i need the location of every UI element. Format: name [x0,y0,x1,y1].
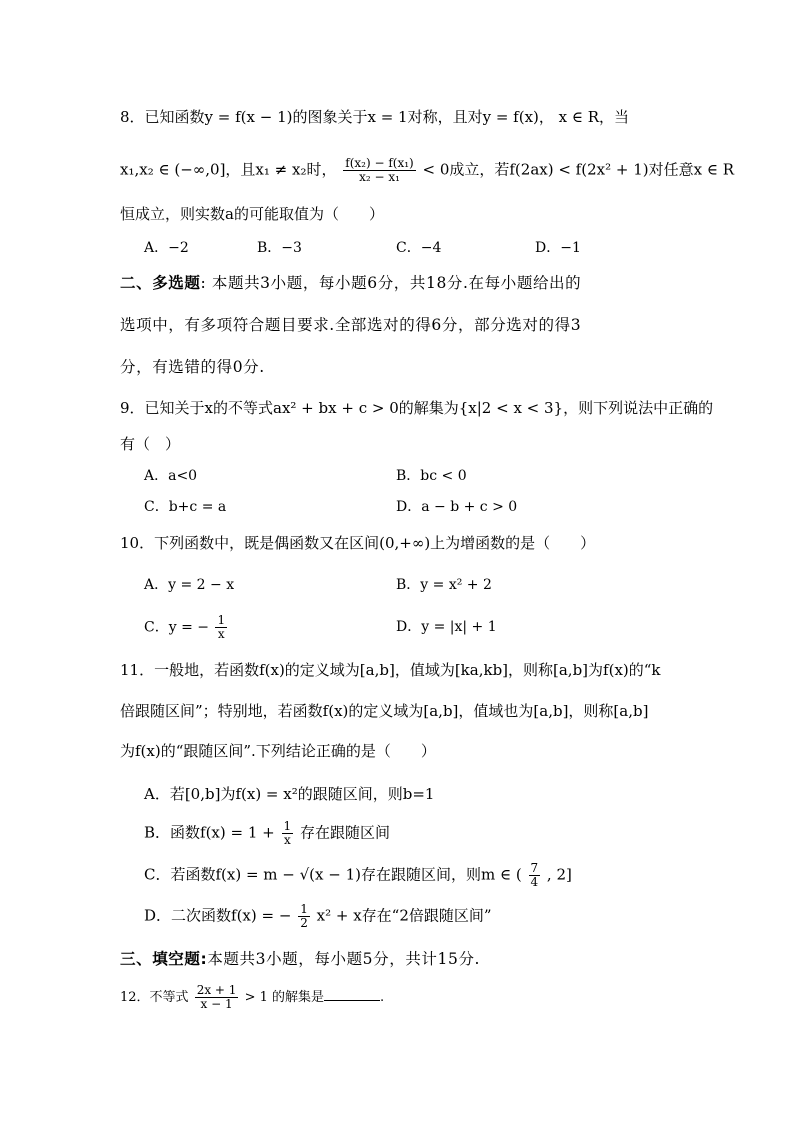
q11-c-den: 4 [530,875,539,889]
q11-option-a: A．若[0,b]为f(x) = x²的跟随区间，则b=1 [144,785,435,803]
q9-option-d: D．a − b + c > 0 [396,499,518,515]
q11-b-num: 1 [283,819,292,833]
q8-line3: 恒成立，则实数a的可能取值为（ ） [120,205,384,223]
q11-option-c-pre: C．若函数f(x) = m − √(x − 1)存在跟随区间，则m ∈ ( [144,865,522,884]
section3-heading: 三、填空题: [120,950,208,968]
section2-intro: : 本题共3小题，每小题6分，共18分.在每小题给出的 [200,274,582,292]
q10-line1: 10．下列函数中，既是偶函数又在区间(0,+∞)上为增函数的是（ ） [120,534,596,552]
q10-option-c-fraction [215,614,227,641]
q10-c-den: x [217,627,225,641]
q11-line3: 为f(x)的“跟随区间”.下列结论正确的是（ ） [120,742,436,760]
q9-option-a: A．a<0 [144,468,198,484]
q10-option-b: B．y = x² + 2 [396,577,492,593]
q11-option-b-post: 存在跟随区间 [299,823,390,842]
q11-b-den: x [283,833,291,847]
q11-line1: 11．一般地，若函数f(x)的定义域为[a,b]，值域为[ka,kb]，则称[a,b]为f(x)的“k [120,661,661,679]
section3-line [120,948,480,970]
q8-frac-den: x₂ − x₁ [359,170,400,184]
q10-option-c [144,614,229,641]
q8-frac-num: f(x₂) − f(x₁) [345,156,414,170]
q10-option-d: D．y = |x| + 1 [396,619,497,635]
q11-option-d [144,903,492,930]
q8-option-a: A．−2 [144,240,189,256]
q11-option-c-post: , 2] [546,865,572,884]
q8-option-c: C．−4 [396,240,442,256]
q9-line2: 有（ ） [120,435,181,453]
q12-fraction [195,984,239,1011]
q11-option-c-fraction [529,862,541,889]
q10-c-num: 1 [217,613,226,627]
q12-line [120,984,384,1011]
q11-d-den: 2 [300,916,308,930]
q11-option-d-pre: D．二次函数f(x) = − [144,906,292,925]
q9-line1: 9．已知关于x的不等式ax² + bx + c > 0的解集为{x|2 < x < 3}，则下列说法中正确的 [120,399,714,417]
q10-option-a: A．y = 2 − x [144,577,235,593]
q10-option-c-label: C．y = − [144,619,209,636]
q12-mid: > 1 的解集是 [244,990,324,1005]
q12-answer-blank[interactable] [324,986,380,1001]
q11-d-num: 1 [300,902,308,916]
q12-post: . [380,990,385,1005]
q9-option-b: B．bc < 0 [396,468,467,484]
q11-option-b [144,820,390,847]
q11-option-d-fraction [298,903,310,930]
q12-pre: 12．不等式 [120,990,189,1005]
q8-line2-head: x₁,x₂ ∈ (−∞,0]，且x₁ ≠ x₂时， [120,160,337,179]
q11-c-num: 7 [530,861,539,875]
q8-line2-tail: < 0成立，若f(2ax) < f(2x² + 1)对任意x ∈ R [422,160,734,179]
section3-intro: 本题共3小题，每小题5分，共计15分. [207,950,481,968]
q12-num: 2x + 1 [196,983,237,997]
section2-line1 [120,272,581,294]
section2-line2: 选项中，有多项符合题目要求.全部选对的得6分，部分选对的得3 [120,316,582,334]
q12-den: x − 1 [200,997,233,1011]
section2-heading: 二、多选题 [120,274,201,292]
q11-line2: 倍跟随区间”；特别地，若函数f(x)的定义域为[a,b]，值域也为[a,b]，则称[a,b] [120,702,649,720]
section2-line3: 分，有选错的得0分. [120,358,265,376]
q11-option-c [144,862,572,889]
q8-option-d: D．−1 [535,240,581,256]
q11-option-b-pre: B．函数f(x) = 1 + [144,823,275,842]
q9-option-c: C．b+c = a [144,499,227,515]
q8-option-b: B．−3 [257,240,302,256]
q11-option-b-fraction [282,820,294,847]
q8-line2 [120,157,734,184]
q8-line1: 8．已知函数y = f(x − 1)的图象关于x = 1对称，且对y = f(x)， x ∈ R，当 [120,108,630,126]
q11-option-d-post: x² + x存在“2倍跟随区间” [316,906,492,925]
q8-fraction [343,157,415,184]
